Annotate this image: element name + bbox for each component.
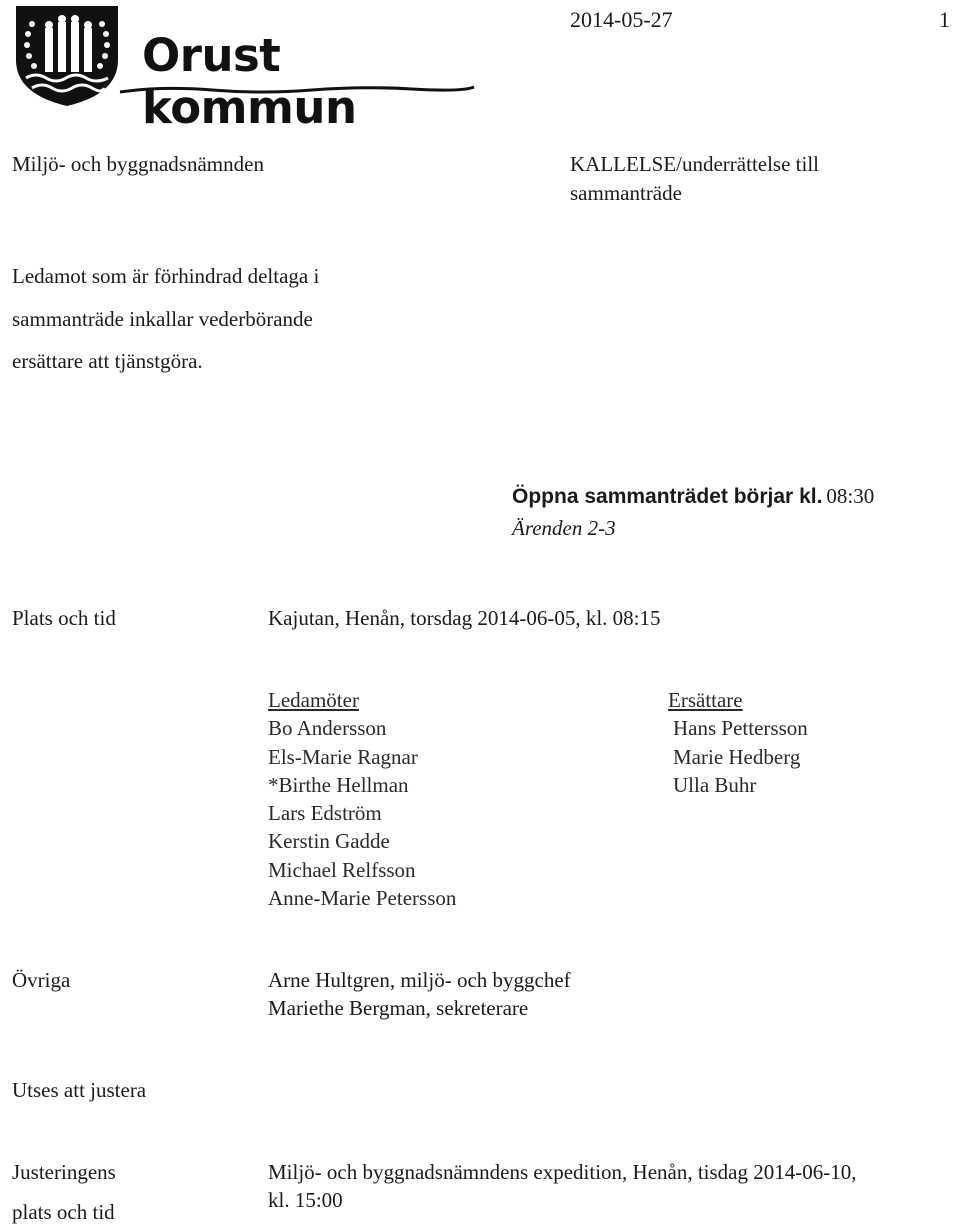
substitute-name: Hans Pettersson (673, 716, 808, 741)
notice-line1: Ledamot som är förhindrad deltaga i (12, 264, 320, 288)
place-label: Plats och tid (12, 606, 116, 630)
opening-time: 08:30 (826, 484, 875, 508)
others-line2: Mariethe Bergman, sekreterare (268, 996, 529, 1020)
substitute-name: Ulla Buhr (673, 772, 757, 797)
members-list (268, 686, 456, 912)
adjustment-value-line2: kl. 15:00 (268, 1188, 343, 1212)
member-name: Anne-Marie Petersson (268, 886, 457, 911)
substitutes-heading: Ersättare (668, 688, 743, 712)
member-name: Lars Edström (268, 801, 382, 826)
member-name: Bo Andersson (268, 716, 387, 741)
adjust-label: Utses att justera (12, 1078, 147, 1102)
page-number: 1 (939, 7, 950, 32)
committee-name: Miljö- och byggnadsnämnden (12, 152, 264, 176)
substitutes-list (668, 686, 808, 799)
opening-heading (512, 482, 874, 511)
doc-type-line2: sammanträde (570, 181, 682, 205)
member-name: *Birthe Hellman (268, 772, 409, 797)
adjustment-label-line2: plats och tid (12, 1200, 115, 1224)
logo-text: Orust kommun (142, 29, 357, 134)
member-name: Els-Marie Ragnar (268, 744, 418, 769)
opening-title: Öppna sammanträdet börjar kl. (512, 485, 823, 508)
doc-type-line1: KALLELSE/underrättelse till (570, 152, 820, 176)
document-date: 2014-05-27 (570, 7, 673, 32)
substitute-name: Marie Hedberg (673, 744, 801, 769)
adjustment-value-line1: Miljö- och byggnadsnämndens expedition, Henån, tisdag 2014-06-10, (268, 1160, 857, 1184)
opening-subtitle: Ärenden 2-3 (512, 516, 616, 540)
others-line1: Arne Hultgren, miljö- och byggchef (268, 968, 571, 992)
member-name: Michael Relfsson (268, 857, 416, 882)
members-heading: Ledamöter (268, 688, 359, 712)
notice-line3: ersättare att tjänstgöra. (12, 349, 203, 373)
place-value: Kajutan, Henån, torsdag 2014-06-05, kl. 08:15 (268, 606, 661, 630)
member-name: Kerstin Gadde (268, 829, 390, 854)
notice-line2: sammanträde inkallar vederbörande (12, 307, 313, 331)
others-label: Övriga (12, 968, 71, 992)
adjustment-label-line1: Justeringens (12, 1160, 116, 1184)
municipality-logo (12, 2, 482, 134)
